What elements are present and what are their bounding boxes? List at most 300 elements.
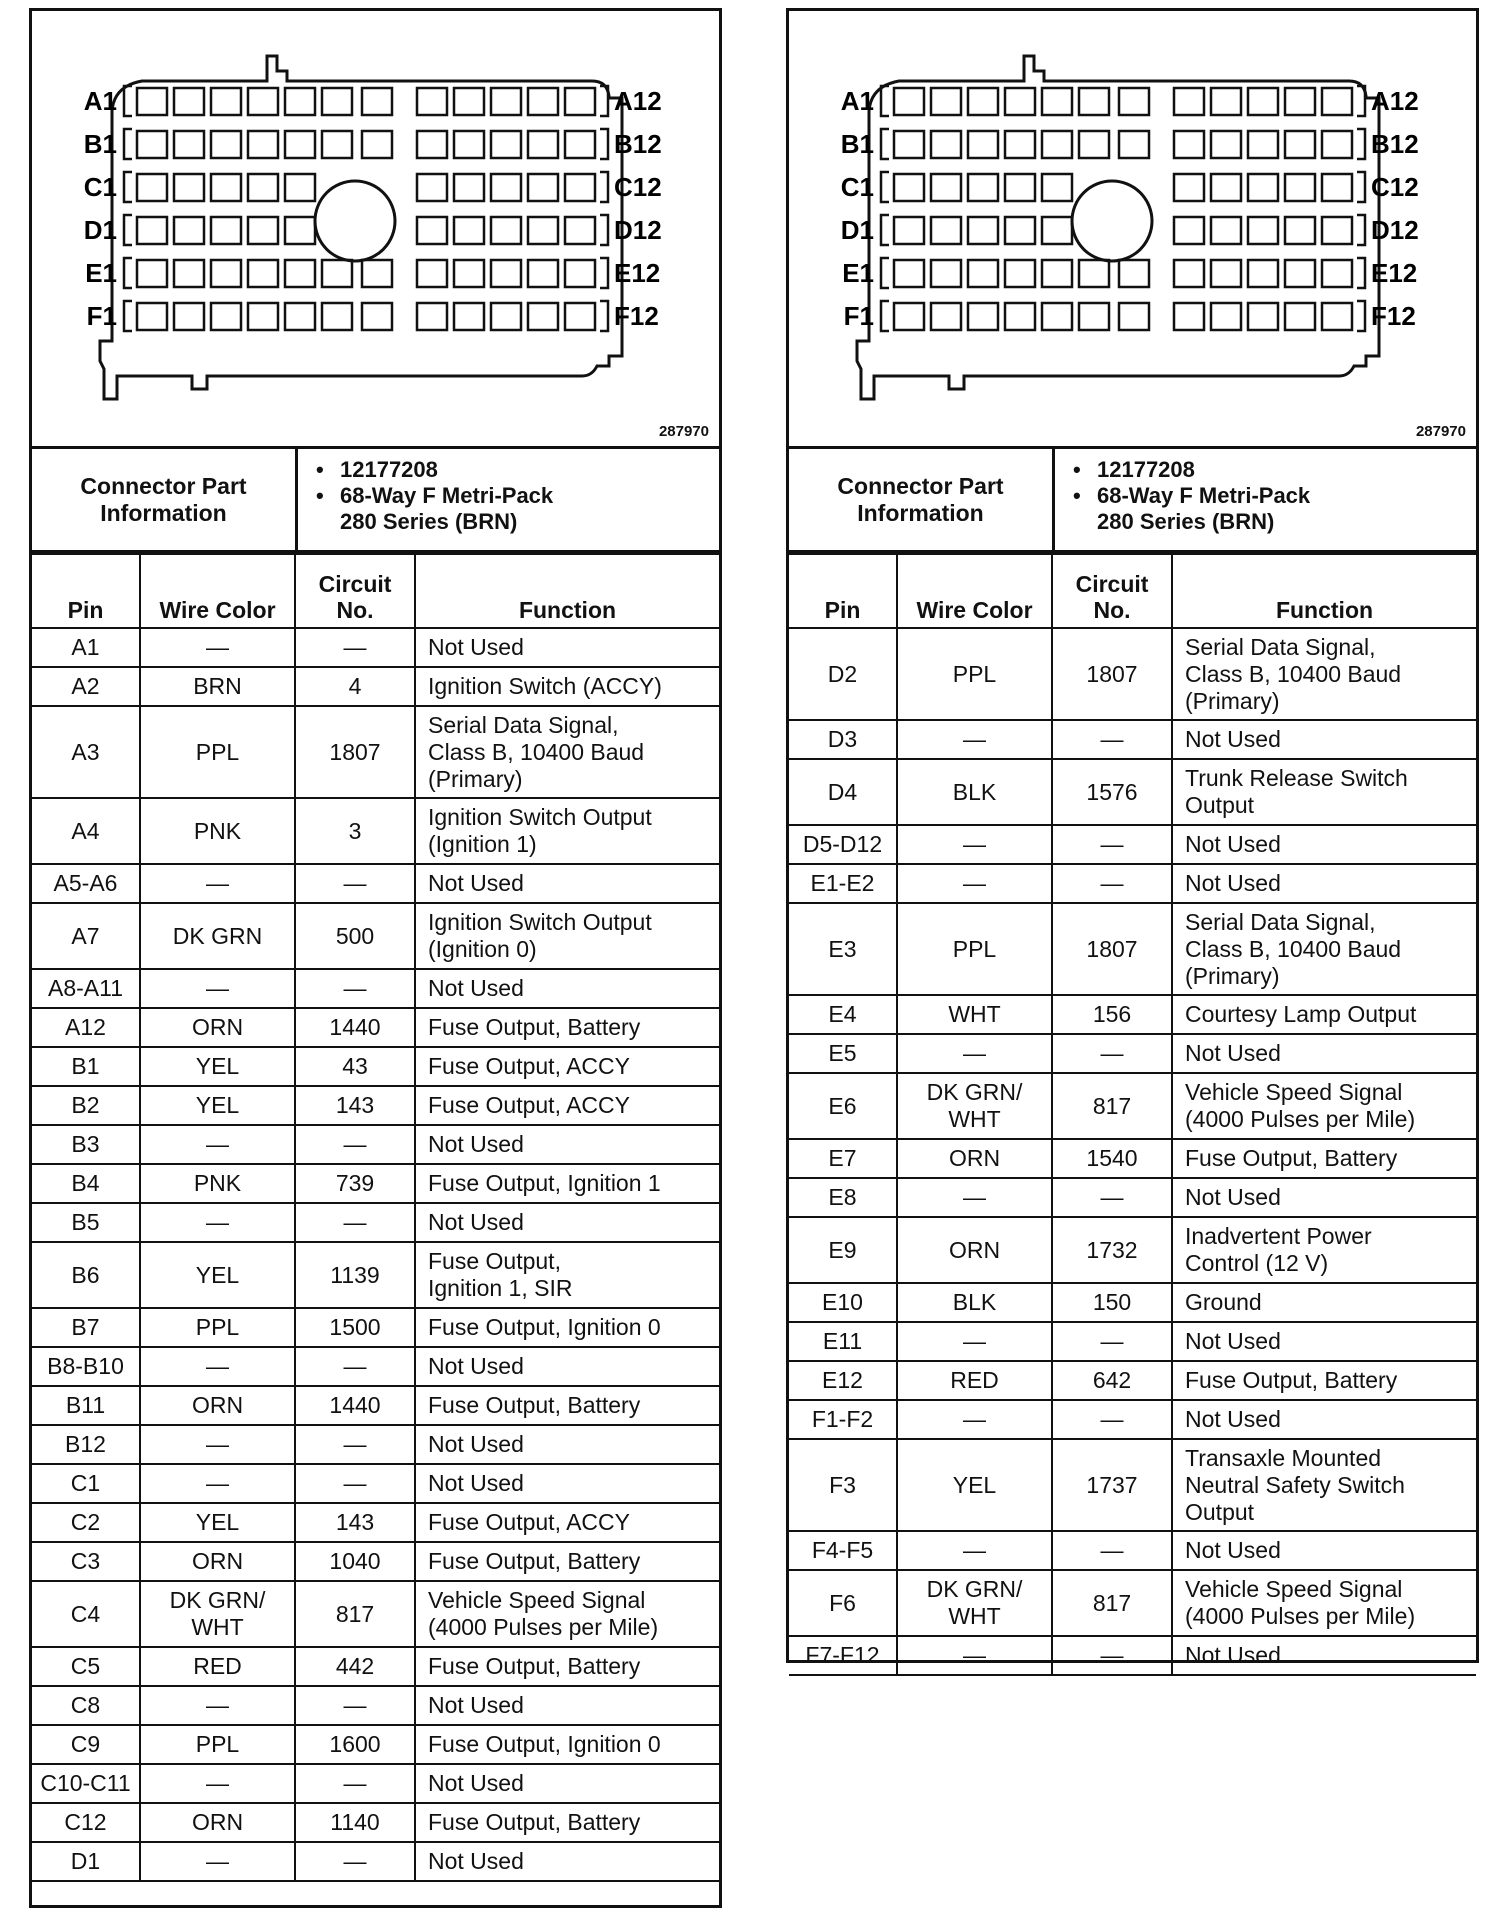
row-label-left: A1 [83, 86, 117, 116]
connector-info-values [1055, 449, 1476, 550]
circuit-cell: 3 [295, 798, 415, 864]
pinout-table-right [789, 553, 1476, 1676]
connector-info-label-line1: Connector Part [837, 472, 1004, 499]
table-row [32, 1008, 719, 1047]
pin-cavity [528, 260, 558, 287]
pin-cell: F1-F2 [789, 1400, 897, 1439]
pin-cavity [417, 174, 447, 201]
row-bracket [124, 301, 132, 331]
pin-cavity [137, 217, 167, 244]
wire-color-cell: — [140, 1203, 295, 1242]
circuit-cell: — [1052, 1178, 1172, 1217]
wire-color-cell: — [897, 864, 1052, 903]
row-label-left: E1 [85, 258, 117, 288]
function-cell: Not Used [415, 1425, 719, 1464]
connector-info-values [298, 449, 719, 550]
row-label-left: F1 [843, 301, 874, 331]
function-cell: Serial Data Signal, Class B, 10400 Baud (Primary) [1172, 628, 1476, 720]
row-label-left: E1 [842, 258, 874, 288]
wire-color-cell: PPL [140, 1308, 295, 1347]
pin-cavity [894, 131, 924, 158]
pin-cavity [565, 88, 595, 115]
function-cell: Fuse Output, ACCY [415, 1047, 719, 1086]
function-cell: Fuse Output, Battery [415, 1803, 719, 1842]
pin-cavity [491, 303, 521, 330]
row-label-left: F1 [86, 301, 117, 331]
pin-cell: B12 [32, 1425, 140, 1464]
table-header-row [789, 554, 1476, 628]
circuit-cell: — [295, 969, 415, 1008]
circuit-cell: — [295, 1347, 415, 1386]
pin-cavity [1174, 260, 1204, 287]
header-pin: Pin [32, 554, 140, 628]
pin-cavity [1079, 88, 1109, 115]
wire-color-cell: DK GRN [140, 903, 295, 969]
pin-cavity [362, 131, 392, 158]
table-row [789, 825, 1476, 864]
pin-cavity [1042, 88, 1072, 115]
pin-cell: B11 [32, 1386, 140, 1425]
pin-cavity [931, 174, 961, 201]
circuit-cell: 1807 [1052, 903, 1172, 995]
pin-cavity [565, 303, 595, 330]
pin-cavity [417, 131, 447, 158]
header-pin: Pin [789, 554, 897, 628]
table-row [32, 1386, 719, 1425]
row-label-right: A12 [614, 86, 662, 116]
wire-color-cell: ORN [140, 1386, 295, 1425]
wire-color-cell: PNK [140, 798, 295, 864]
part-number: 12177208 [1097, 457, 1195, 482]
pin-cavity [1174, 131, 1204, 158]
circuit-cell: 817 [295, 1581, 415, 1647]
wire-color-cell: ORN [140, 1542, 295, 1581]
table-row [789, 1439, 1476, 1531]
pin-cell: F7-F12 [789, 1636, 897, 1675]
pin-cell: B3 [32, 1125, 140, 1164]
wire-color-cell: YEL [140, 1086, 295, 1125]
pin-cavity [1285, 303, 1315, 330]
pin-cell: A8-A11 [32, 969, 140, 1008]
pin-cavity [417, 217, 447, 244]
row-label-right: F12 [1371, 301, 1416, 331]
wire-color-cell: DK GRN/ WHT [140, 1581, 295, 1647]
row-label-left: A1 [840, 86, 874, 116]
row-label-left: B1 [83, 129, 117, 159]
pin-cavity [248, 260, 278, 287]
table-row [32, 1803, 719, 1842]
table-row [32, 969, 719, 1008]
pin-cavity [1248, 131, 1278, 158]
function-cell: Not Used [1172, 1531, 1476, 1570]
pin-cavity [1211, 303, 1241, 330]
function-cell: Ignition Switch Output (Ignition 0) [415, 903, 719, 969]
connector-part-information [789, 449, 1476, 553]
header-circuit-line1: Circuit [1075, 571, 1149, 597]
wire-color-cell: — [140, 1842, 295, 1881]
pin-cell: E5 [789, 1034, 897, 1073]
circuit-cell: — [1052, 1531, 1172, 1570]
table-row [32, 1725, 719, 1764]
pin-cell: C3 [32, 1542, 140, 1581]
pin-cavity [285, 88, 315, 115]
pin-cell: D2 [789, 628, 897, 720]
pin-cavity [968, 217, 998, 244]
function-cell: Fuse Output, Ignition 0 [415, 1725, 719, 1764]
pin-cavity [454, 217, 484, 244]
bullet: • [1073, 483, 1081, 508]
pin-cavity [1285, 88, 1315, 115]
bullet: • [1073, 457, 1081, 482]
header-function: Function [1172, 554, 1476, 628]
table-row [789, 903, 1476, 995]
function-cell: Fuse Output, Battery [1172, 1361, 1476, 1400]
table-row [789, 1531, 1476, 1570]
circuit-cell: 1807 [295, 706, 415, 798]
row-bracket [600, 301, 608, 331]
table-row [32, 706, 719, 798]
pin-cell: E3 [789, 903, 897, 995]
pin-cavity [1042, 303, 1072, 330]
pin-cavity [1042, 217, 1072, 244]
pin-cavity [491, 174, 521, 201]
table-row [789, 720, 1476, 759]
table-row [32, 1242, 719, 1308]
pin-cell: B4 [32, 1164, 140, 1203]
table-row [32, 1047, 719, 1086]
pin-cavity [454, 174, 484, 201]
pin-cavity [137, 131, 167, 158]
connector-info-label-line1: Connector Part [80, 472, 247, 499]
pin-cell: E1-E2 [789, 864, 897, 903]
pin-cavity [248, 303, 278, 330]
pin-cavity [285, 131, 315, 158]
pin-cavity [528, 88, 558, 115]
circuit-cell: 1440 [295, 1386, 415, 1425]
pin-cell: D3 [789, 720, 897, 759]
pin-cavity [322, 88, 352, 115]
pin-cell: B1 [32, 1047, 140, 1086]
pin-cavity [1322, 131, 1352, 158]
header-circuit-line2: No. [1093, 597, 1131, 623]
row-bracket [600, 129, 608, 159]
table-row [32, 1647, 719, 1686]
wire-color-cell: — [140, 1764, 295, 1803]
circuit-cell: 143 [295, 1503, 415, 1542]
wire-color-cell: YEL [897, 1439, 1052, 1531]
circuit-cell: — [295, 1764, 415, 1803]
circuit-cell: 1139 [295, 1242, 415, 1308]
pinout-table-body [789, 628, 1476, 1675]
wire-color-cell: RED [140, 1647, 295, 1686]
connector-diagram [789, 11, 1476, 449]
wire-color-cell: — [897, 1531, 1052, 1570]
pin-cell: C12 [32, 1803, 140, 1842]
function-cell: Not Used [1172, 1178, 1476, 1217]
row-bracket [881, 215, 889, 245]
pin-cavity [565, 131, 595, 158]
pin-cavity [174, 174, 204, 201]
pin-cavity [454, 303, 484, 330]
header-wire-color: Wire Color [897, 554, 1052, 628]
function-cell: Fuse Output, ACCY [415, 1086, 719, 1125]
wire-color-cell: — [897, 720, 1052, 759]
circuit-cell: 1440 [295, 1008, 415, 1047]
pin-cavity [137, 88, 167, 115]
row-label-right: A12 [1371, 86, 1419, 116]
wire-color-cell: WHT [897, 995, 1052, 1034]
pin-cavity [211, 174, 241, 201]
row-bracket [124, 215, 132, 245]
table-row [789, 1034, 1476, 1073]
pin-cell: B6 [32, 1242, 140, 1308]
table-row [32, 1764, 719, 1803]
pin-cavity [528, 217, 558, 244]
header-circuit [1052, 554, 1172, 628]
pin-cavity [417, 303, 447, 330]
table-row [789, 1636, 1476, 1675]
circuit-cell: 1540 [1052, 1139, 1172, 1178]
circuit-cell: 739 [295, 1164, 415, 1203]
function-cell: Serial Data Signal, Class B, 10400 Baud (Primary) [1172, 903, 1476, 995]
row-bracket [881, 86, 889, 116]
function-cell: Serial Data Signal, Class B, 10400 Baud (Primary) [415, 706, 719, 798]
wire-color-cell: — [140, 1425, 295, 1464]
circuit-cell: — [295, 1686, 415, 1725]
row-bracket [1357, 172, 1365, 202]
function-cell: Not Used [415, 969, 719, 1008]
wire-color-cell: PPL [897, 903, 1052, 995]
table-row [789, 1400, 1476, 1439]
circuit-cell: 817 [1052, 1073, 1172, 1139]
table-row [32, 1464, 719, 1503]
function-cell: Not Used [415, 1686, 719, 1725]
circuit-cell: 1732 [1052, 1217, 1172, 1283]
pin-cavity [1119, 260, 1149, 287]
pin-cell: D4 [789, 759, 897, 825]
pinout-table-left [32, 553, 719, 1882]
pin-cavity [174, 260, 204, 287]
connector-info-label-line2: Information [857, 499, 984, 526]
pin-cavity [931, 303, 961, 330]
pin-cell: C8 [32, 1686, 140, 1725]
pin-cell: F3 [789, 1439, 897, 1531]
function-cell: Not Used [415, 1125, 719, 1164]
pin-cell: A7 [32, 903, 140, 969]
wire-color-cell: PPL [140, 706, 295, 798]
wire-color-cell: PPL [140, 1725, 295, 1764]
pin-cavity [362, 303, 392, 330]
row-label-right: B12 [614, 129, 662, 159]
row-bracket [881, 129, 889, 159]
pin-cell: F6 [789, 1570, 897, 1636]
pin-cavity [1042, 174, 1072, 201]
row-label-left: C1 [840, 172, 874, 202]
pinout-table-body [32, 628, 719, 1881]
circuit-cell: 1500 [295, 1308, 415, 1347]
pin-cavity [1322, 88, 1352, 115]
pin-cavity [248, 88, 278, 115]
circuit-cell: — [295, 628, 415, 667]
circuit-cell: — [1052, 720, 1172, 759]
pin-cavity [454, 260, 484, 287]
pin-cell: E12 [789, 1361, 897, 1400]
circuit-cell: 1140 [295, 1803, 415, 1842]
pin-cavity [1322, 303, 1352, 330]
part-number: 12177208 [340, 457, 438, 482]
row-label-right: F12 [614, 301, 659, 331]
wire-color-cell: — [897, 1636, 1052, 1675]
pin-cavity [491, 217, 521, 244]
table-row [32, 1125, 719, 1164]
circuit-cell: — [295, 864, 415, 903]
table-row [32, 667, 719, 706]
wire-color-cell: BLK [897, 759, 1052, 825]
pin-cavity [1322, 260, 1352, 287]
row-bracket [1357, 215, 1365, 245]
function-cell: Not Used [1172, 1400, 1476, 1439]
function-cell: Ground [1172, 1283, 1476, 1322]
table-row [32, 1842, 719, 1881]
pin-cavity [894, 303, 924, 330]
pin-cell: B7 [32, 1308, 140, 1347]
pin-cell: E9 [789, 1217, 897, 1283]
pin-cell: C10-C11 [32, 1764, 140, 1803]
function-cell: Not Used [415, 1764, 719, 1803]
connector-center-hole [1072, 181, 1152, 261]
table-row [32, 628, 719, 667]
table-row [32, 864, 719, 903]
pin-cell: C1 [32, 1464, 140, 1503]
pin-cell: A1 [32, 628, 140, 667]
table-row [789, 995, 1476, 1034]
pin-cell: C5 [32, 1647, 140, 1686]
pin-cell: F4-F5 [789, 1531, 897, 1570]
row-bracket [1357, 301, 1365, 331]
circuit-cell: 642 [1052, 1361, 1172, 1400]
pin-cavity [565, 260, 595, 287]
pin-cavity [1119, 131, 1149, 158]
connector-description: 68-Way F Metri-Pack [1097, 483, 1311, 508]
table-row [789, 1322, 1476, 1361]
wire-color-cell: ORN [140, 1803, 295, 1842]
function-cell: Not Used [1172, 864, 1476, 903]
pin-cavity [491, 260, 521, 287]
pin-cavity [1248, 217, 1278, 244]
circuit-cell: 1040 [295, 1542, 415, 1581]
connector-series: 280 Series (BRN) [340, 509, 518, 534]
wire-color-cell: — [897, 1178, 1052, 1217]
connector-diagram [32, 11, 719, 449]
function-cell: Fuse Output, ACCY [415, 1503, 719, 1542]
table-row [789, 1139, 1476, 1178]
pin-cavity [285, 303, 315, 330]
pin-cavity [137, 260, 167, 287]
row-bracket [1357, 258, 1365, 288]
pin-cavity [1174, 217, 1204, 244]
table-row [32, 1686, 719, 1725]
pin-cell: A5-A6 [32, 864, 140, 903]
wire-color-cell: — [140, 628, 295, 667]
table-row [32, 1503, 719, 1542]
pin-cell: A12 [32, 1008, 140, 1047]
wire-color-cell: — [140, 1125, 295, 1164]
pin-cavity [417, 88, 447, 115]
connector-part-information [32, 449, 719, 553]
pin-cell: C9 [32, 1725, 140, 1764]
circuit-cell: — [1052, 864, 1172, 903]
circuit-cell: — [295, 1125, 415, 1164]
function-cell: Vehicle Speed Signal (4000 Pulses per Mile) [415, 1581, 719, 1647]
function-cell: Courtesy Lamp Output [1172, 995, 1476, 1034]
pin-cavity [211, 217, 241, 244]
pin-cell: B5 [32, 1203, 140, 1242]
pin-cell: E4 [789, 995, 897, 1034]
pin-cell: C2 [32, 1503, 140, 1542]
table-row [789, 864, 1476, 903]
wire-color-cell: BLK [897, 1283, 1052, 1322]
pin-cavity [454, 131, 484, 158]
wire-color-cell: ORN [897, 1217, 1052, 1283]
table-row [789, 1073, 1476, 1139]
connector-panel-left [29, 8, 722, 1908]
pin-cell: E6 [789, 1073, 897, 1139]
pin-cavity [285, 174, 315, 201]
function-cell: Ignition Switch (ACCY) [415, 667, 719, 706]
row-label-left: C1 [83, 172, 117, 202]
pin-cavity [1079, 260, 1109, 287]
pin-cavity [211, 131, 241, 158]
row-bracket [881, 258, 889, 288]
circuit-cell: 500 [295, 903, 415, 969]
pin-cavity [211, 260, 241, 287]
circuit-cell: 156 [1052, 995, 1172, 1034]
pin-cavity [174, 131, 204, 158]
wire-color-cell: YEL [140, 1047, 295, 1086]
table-row [32, 903, 719, 969]
row-bracket [124, 86, 132, 116]
pin-cell: B2 [32, 1086, 140, 1125]
circuit-cell: 1737 [1052, 1439, 1172, 1531]
header-circuit-line1: Circuit [318, 571, 392, 597]
pin-cell: E11 [789, 1322, 897, 1361]
pin-cavity [1211, 260, 1241, 287]
row-label-right: D12 [614, 215, 662, 245]
pin-cavity [968, 260, 998, 287]
wire-color-cell: — [897, 1322, 1052, 1361]
row-bracket [1357, 86, 1365, 116]
pin-cavity [968, 88, 998, 115]
circuit-cell: — [1052, 1636, 1172, 1675]
function-cell: Not Used [415, 1464, 719, 1503]
table-row [32, 1086, 719, 1125]
pin-cavity [894, 217, 924, 244]
wire-color-cell: ORN [140, 1008, 295, 1047]
pin-cavity [491, 131, 521, 158]
pin-cavity [1211, 88, 1241, 115]
pin-cavity [1005, 260, 1035, 287]
pin-cavity [931, 131, 961, 158]
pin-cell: E8 [789, 1178, 897, 1217]
wire-color-cell: — [897, 1034, 1052, 1073]
function-cell: Fuse Output, Battery [415, 1647, 719, 1686]
wire-color-cell: PPL [897, 628, 1052, 720]
row-bracket [600, 258, 608, 288]
pin-cavity [1079, 131, 1109, 158]
pin-cavity [285, 217, 315, 244]
row-label-right: B12 [1371, 129, 1419, 159]
wire-color-cell: — [897, 1400, 1052, 1439]
